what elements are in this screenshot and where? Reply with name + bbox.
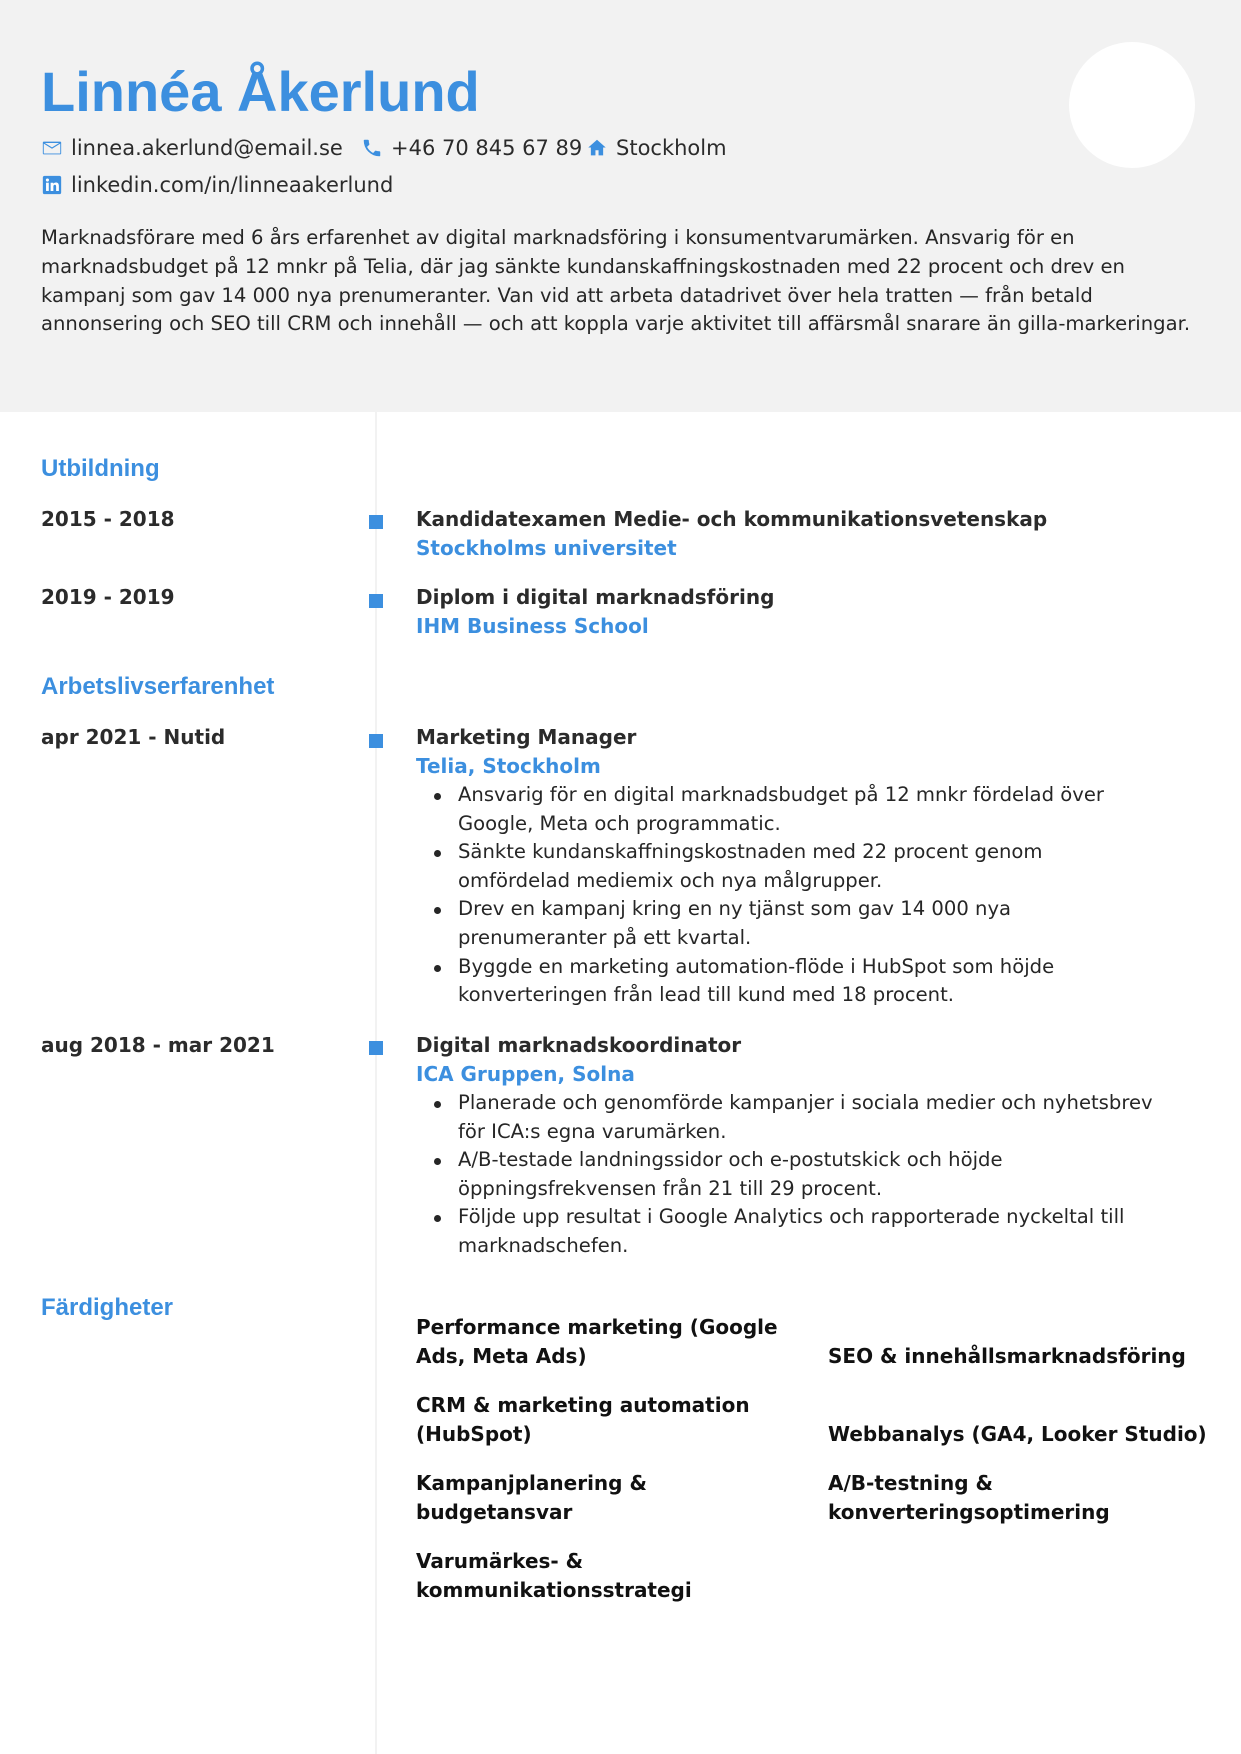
contact-phone[interactable]: [361, 133, 582, 163]
list-item: Sänkte kundanskaffningskostnaden med 22 procent genom omfördelad mediemix och nya målgrupper.: [416, 838, 1156, 895]
job-role: Marketing Manager: [416, 725, 637, 749]
phone-icon: [361, 137, 383, 159]
education-entry: [416, 505, 1196, 563]
home-icon: [586, 137, 608, 159]
job-role: Digital marknadskoordinator: [416, 1033, 742, 1057]
candidate-name: Linnéa Åkerlund: [41, 60, 480, 123]
list-item: Följde upp resultat i Google Analytics och rapporterade nyckeltal till marknadschefen.: [416, 1203, 1156, 1260]
timeline-marker: [369, 734, 383, 748]
skill-item: Performance marketing (Google Ads, Meta Ads): [416, 1315, 778, 1368]
job-company: ICA Gruppen, Solna: [416, 1062, 635, 1086]
timeline-marker: [369, 594, 383, 608]
job-bullets: [416, 1089, 1196, 1261]
education-dates: 2019 - 2019: [41, 585, 175, 609]
linkedin-icon: [41, 174, 63, 196]
contact-linkedin[interactable]: [41, 170, 393, 200]
skill-item: SEO & innehållsmarknadsföring: [828, 1344, 1186, 1368]
list-item: Byggde en marketing automation-flöde i HubSpot som höjde konverteringen från lead till kund med 18 procent.: [416, 953, 1156, 1010]
skill-item: A/B-testning & konverteringsoptimering: [828, 1471, 1110, 1524]
list-item: Ansvarig för en digital marknadsbudget på 12 mnkr fördelad över Google, Meta och programmatic.: [416, 781, 1156, 838]
section-title-education: Utbildning: [41, 455, 160, 482]
degree-title: Kandidatexamen Medie- och kommunikationsvetenskap: [416, 507, 1048, 531]
job-company: Telia, Stockholm: [416, 754, 601, 778]
degree-title: Diplom i digital marknadsföring: [416, 585, 775, 609]
timeline-marker: [369, 1041, 383, 1055]
list-item: Drev en kampanj kring en ny tjänst som gav 14 000 nya prenumeranter på ett kvartal.: [416, 895, 1156, 952]
list-item: Planerade och genomförde kampanjer i sociala medier och nyhetsbrev för ICA:s egna varumärken.: [416, 1089, 1156, 1146]
job-bullets: [416, 781, 1196, 1010]
section-title-skills: Färdigheter: [41, 1294, 174, 1321]
column-divider: [375, 412, 377, 1754]
linkedin-text: linkedin.com/in/linneaakerlund: [71, 173, 394, 197]
contact-location: [586, 133, 727, 163]
list-item: A/B-testade landningssidor och e-postutskick och höjde öppningsfrekvensen från 21 till 29 procent.: [416, 1146, 1156, 1203]
phone-text: +46 70 845 67 89: [391, 136, 583, 160]
timeline-marker: [369, 515, 383, 529]
education-dates: 2015 - 2018: [41, 507, 175, 531]
profile-photo-placeholder: [1069, 42, 1195, 168]
school-name: Stockholms universitet: [416, 536, 677, 560]
skill-item: Kampanjplanering & budgetansvar: [416, 1471, 647, 1524]
school-name: IHM Business School: [416, 614, 649, 638]
profile-summary: Marknadsförare med 6 års erfarenhet av digital marknadsföring i konsumentvarumärken. Ansvarig för en marknadsbudget på 12 mnkr på Telia, där jag sänkte kundanskaffningskostnaden med 22 procent och drev en kampanj som gav 14 000 nya prenumeranter. Van vid att arbeta datadrivet över hela tratten — från betald annonsering och SEO till CRM och innehåll — och att koppla varje aktivitet till affärsmål snarare än gilla-markeringar.: [41, 226, 1191, 336]
location-text: Stockholm: [616, 136, 727, 160]
skill-item: Varumärkes- & kommunikationsstrategi: [416, 1549, 692, 1602]
job-dates: aug 2018 - mar 2021: [41, 1033, 275, 1057]
contact-email[interactable]: [41, 133, 343, 163]
job-dates: apr 2021 - Nutid: [41, 725, 226, 749]
job-entry: [416, 1031, 1196, 1261]
envelope-icon: [41, 137, 63, 159]
job-entry: [416, 723, 1196, 1010]
skill-item: Webbanalys (GA4, Looker Studio): [828, 1422, 1207, 1446]
skill-item: CRM & marketing automation (HubSpot): [416, 1393, 750, 1446]
section-title-experience: Arbetslivserfarenhet: [41, 673, 275, 700]
education-entry: [416, 583, 1196, 641]
email-text: linnea.akerlund@email.se: [71, 136, 343, 160]
